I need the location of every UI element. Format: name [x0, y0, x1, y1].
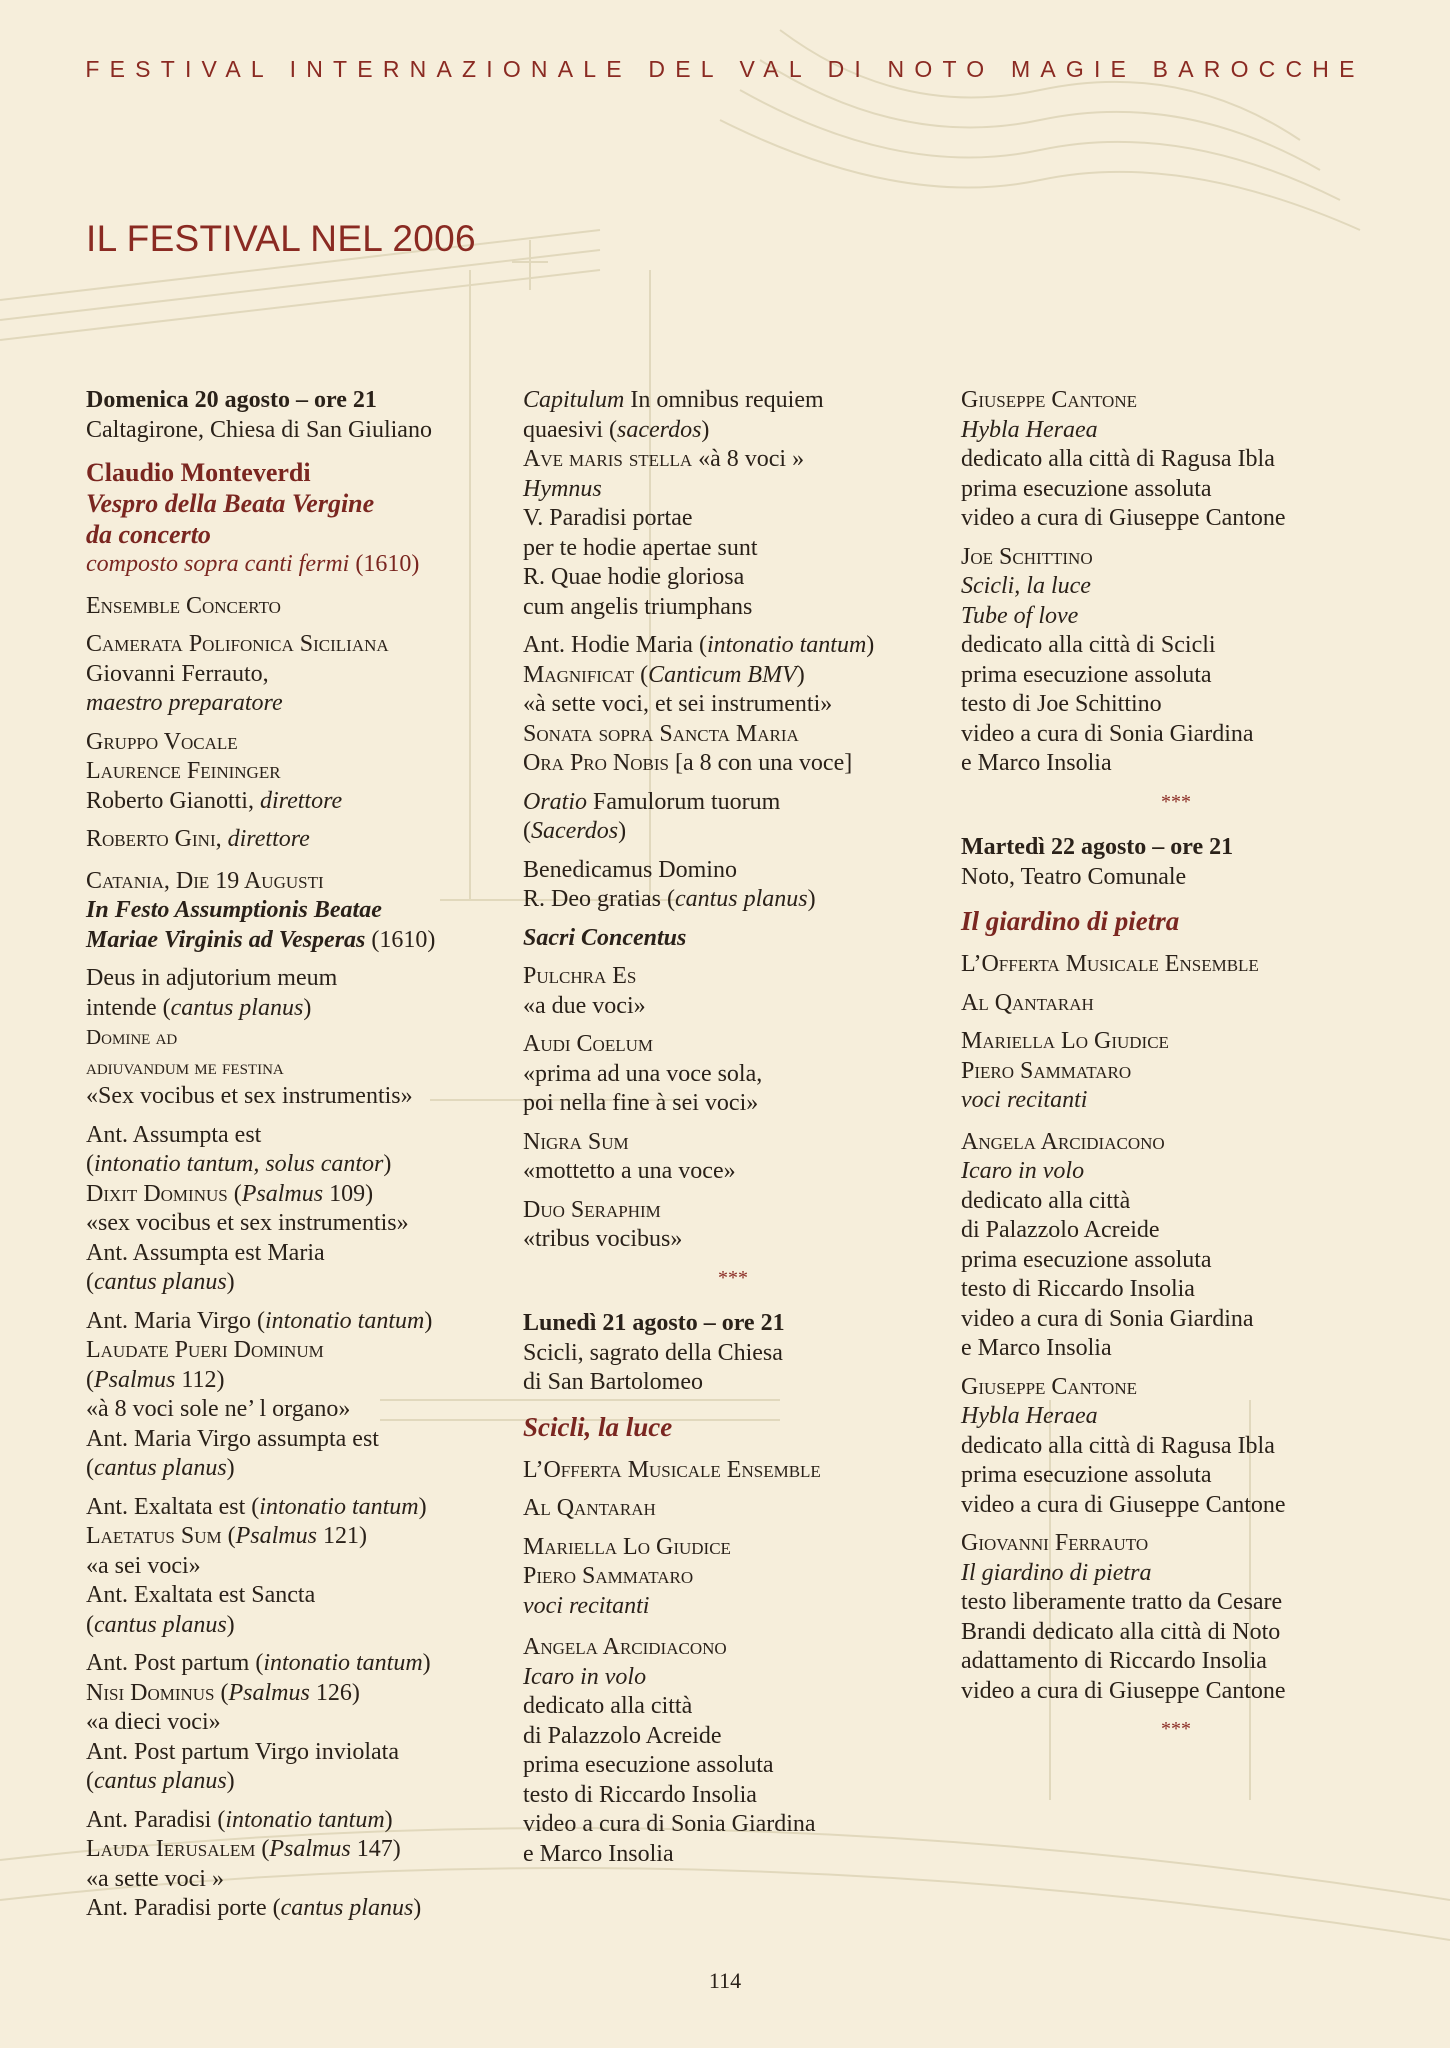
program-item: V. Paradisi portae: [523, 505, 693, 531]
section-title: Mariae Virginis ad Vesperas: [86, 926, 366, 953]
program-item: Ant. Maria Virgo (: [86, 1307, 265, 1334]
performance-note: intonatio tantum, solus cantor: [94, 1151, 384, 1177]
performance-note: cantus planus: [94, 1455, 227, 1481]
program-item: [a 8 con una voce]: [668, 750, 853, 776]
composer-name: Claudio Monteverdi: [86, 458, 311, 487]
work-note: e Marco Insolia: [961, 1335, 1112, 1361]
psalm-number: 126): [309, 1679, 360, 1706]
ensemble-name: Al Qantarah: [961, 989, 1094, 1016]
performer-role: voci recitanti: [523, 1592, 650, 1619]
program-item: In omnibus requiem: [624, 387, 824, 413]
program-item: Nigra Sum: [523, 1128, 629, 1155]
work-note: prima esecuzione assoluta: [961, 1462, 1212, 1488]
column-1: Domenica 20 agosto – ore 21 Caltagirone, Chiesa di San Giuliano Claudio Monteverdi Vespro della Beata Vergine da concerto composto sopra canti fermi (1610) Ensemble Concerto Camerata Polifonica Siciliana Giovanni Ferrauto, maestro preparatore Gruppo Vocale Laurence Feininger Roberto Gianotti, direttore Roberto Gini, direttore Catania, Die 19 Augusti In Festo Assumptionis Beatae Mariae Virginis ad Vesperas (1610) Deus in adjutorium meum intende (cantus planus) Domine ad adiuvandum me festina «Sex vocibus et sex instrumentis» Ant. Assumpta est (intonatio tantum, solus cantor) Dixit Dominus (Psalmus 109) «sex vocibus et sex instrumentis» Ant. Assumpta est Maria (cantus planus) Ant. Maria Virgo (intonatio tantum) Laudate Pueri Dominum (Psalmus 112) «à 8 voci sole ne’ l organo» Ant. Maria Virgo assumpta est (cantus planus) Ant. Exaltata est (intonatio tantum) Laetatus Sum (Psalmus 121) «a sei voci» Ant. Exaltata est Sancta (cantus planus) Ant. Post partum (intonatio tantum) Nisi Dominus (Psalmus 126) «a dieci voci» Ant. Post partum Virgo inviolata (cantus planus) Ant. Paradisi (intonatio tantum) Lauda Ierusalem (Psalmus 147) «a sette voci » Ant. Paradisi porte (cantus planus): [86, 386, 506, 1933]
psalm-number: 147): [350, 1836, 401, 1862]
day2-venue: Scicli, sagrato della Chiesa: [523, 1339, 783, 1366]
performer-name: Giovanni Ferrauto,: [86, 660, 269, 687]
program-item: Ant. Paradisi porte (: [86, 1895, 281, 1921]
composer-name: Angela Arcidiacono: [523, 1634, 727, 1660]
program-item: «Sex vocibus et sex instrumentis»: [86, 1083, 413, 1109]
performance-note: Oratio: [523, 788, 588, 815]
ensemble-name: Al Qantarah: [523, 1495, 656, 1521]
work-note: video a cura di Sonia Giardina: [961, 1305, 1254, 1332]
director-name: Roberto Gini: [86, 826, 216, 852]
day1-venue: Caltagirone, Chiesa di San Giuliano: [86, 416, 432, 443]
performance-note: Psalmus: [235, 1523, 317, 1549]
performance-note: cantus planus: [280, 1895, 414, 1921]
page-number: 114: [708, 1968, 742, 1993]
program-item: cum angelis triumphans: [523, 593, 753, 620]
work-note: dedicato alla città: [523, 1693, 693, 1719]
day3-date: Martedì 22 agosto – ore 21: [961, 834, 1234, 860]
program-item: Duo Seraphim: [523, 1196, 661, 1223]
section-year: (1610): [365, 926, 436, 953]
performance-note: cantus planus: [674, 886, 808, 912]
ensemble-name: Camerata Polifonica Siciliana: [86, 631, 389, 657]
program-item: Lauda Ierusalem: [86, 1836, 256, 1862]
work-note: dedicato alla città di Ragusa Ibla: [961, 1432, 1275, 1459]
psalm-number: 109): [323, 1180, 374, 1207]
program-item: R. Deo gratias (: [523, 886, 675, 912]
work-note: video a cura di Giuseppe Cantone: [961, 505, 1286, 531]
work-note: dedicato alla città: [961, 1187, 1131, 1214]
performance-note: Sacerdos: [531, 818, 619, 844]
work-note: prima esecuzione assoluta: [961, 1246, 1212, 1273]
program-item: «prima ad una voce sola,: [523, 1060, 763, 1087]
program-item: Audi Coelum: [523, 1031, 653, 1057]
performance-note: Psalmus: [269, 1836, 351, 1862]
work-title-line2: da concerto: [86, 520, 211, 549]
work-note: testo di Joe Schittino: [961, 691, 1162, 717]
program-item: Benedicamus Domino: [523, 856, 737, 883]
show-title: Scicli, la luce: [523, 1411, 673, 1442]
show-title: Il giardino di pietra: [961, 906, 1180, 936]
program-item: per te hodie apertae sunt: [523, 534, 758, 561]
program-item: Ant. Hodie Maria (: [523, 632, 707, 658]
work-title: Hybla Heraea: [961, 1403, 1098, 1429]
performer-role: maestro preparatore: [86, 690, 283, 716]
program-item: «à sette voci, et sei instrumenti»: [523, 691, 833, 717]
psalm-number: 112): [175, 1366, 225, 1393]
work-note: e Marco Insolia: [961, 750, 1112, 776]
program-item: Domine ad: [86, 1025, 178, 1049]
day2-venue: di San Bartolomeo: [523, 1369, 703, 1395]
program-item: Nisi Dominus: [86, 1679, 215, 1706]
section-heading: Catania, Die 19 Augusti: [86, 867, 324, 894]
work-note: dedicato alla città di Ragusa Ibla: [961, 446, 1275, 472]
performance-note: intonatio tantum: [264, 1307, 425, 1334]
performance-note: intonatio tantum: [259, 1493, 419, 1520]
performance-note: intonatio tantum: [706, 632, 867, 658]
program-item: Ant. Exaltata est Sancta: [86, 1582, 316, 1608]
program-title: [86, 457, 506, 580]
ensemble-name: Laurence Feininger: [86, 758, 281, 784]
ensemble-name: L’Offerta Musicale Ensemble: [961, 951, 1259, 977]
program-item: Dixit Dominus: [86, 1180, 228, 1207]
composer-name: Giuseppe Cantone: [961, 387, 1137, 413]
work-title: Icaro in volo: [523, 1663, 647, 1690]
program-item: «mottetto a una voce»: [523, 1158, 736, 1184]
performance-note: Psalmus: [241, 1180, 324, 1207]
work-note: Brandi dedicato alla città di Noto: [961, 1618, 1281, 1645]
program-item: Sonata sopra Sancta Maria: [523, 720, 799, 747]
program-item: «a sei voci»: [86, 1552, 201, 1579]
performance-note: Hymnus: [523, 475, 602, 502]
program-item: Ant. Assumpta est: [86, 1121, 262, 1148]
performance-note: Psalmus: [94, 1366, 176, 1393]
work-title: Icaro in volo: [961, 1158, 1085, 1184]
work-title: Il giardino di pietra: [961, 1559, 1152, 1586]
work-note: dedicato alla città di Scicli: [961, 632, 1216, 658]
performer-role: direttore: [259, 787, 343, 814]
page-title: IL FESTIVAL NEL 2006: [86, 218, 476, 259]
column-2: Capitulum In omnibus requiem quaesivi (sacerdos) Ave maris stella «à 8 voci » Hymnus V. Paradisi portae per te hodie apertae sunt R. Quae hodie gloriosa cum angelis triumphans Ant. Hodie Maria (intonatio tantum) Magnificat (Canticum BMV) «à sette voci, et sei instrumenti» Sonata sopra Sancta Maria Ora Pro Nobis [a 8 con una voce] Oratio Famulorum tuorum (Sacerdos) Benedicamus Domino R. Deo gratias (cantus planus) Sacri Concentus Pulchra Es «a due voci» Audi Coelum «prima ad una voce sola, poi nella fine à sei voci» Nigra Sum «mottetto a una voce» Duo Seraphim «tribus vocibus» *** Lunedì 21 agosto – ore 21 Scicli, sagrato della Chiesa di San Bartolomeo Scicli, la luce L’Offerta Musicale Ensemble Al Qantarah Mariella Lo Giudice Piero Sammataro voci recitanti Angela Arcidiacono Icaro in volo dedicato alla città di Palazzolo Acreide prima esecuzione assoluta testo di Riccardo Insolia video a cura di Sonia Giardina e Marco Insolia: [523, 386, 943, 1878]
program-item: Deus in adjutorium meum: [86, 965, 338, 991]
performer-role: voci recitanti: [961, 1087, 1088, 1113]
day1-header: [86, 386, 506, 445]
performer-name: Mariella Lo Giudice: [523, 1533, 731, 1560]
program-item: Famulorum tuorum: [587, 788, 781, 815]
work-note: video a cura di Sonia Giardina: [523, 1811, 816, 1837]
director-role: direttore: [227, 826, 310, 852]
performance-note: cantus planus: [94, 1768, 227, 1794]
performer-name: Mariella Lo Giudice: [961, 1028, 1169, 1054]
performance-note: Canticum BMV: [648, 661, 797, 688]
work-note: e Marco Insolia: [523, 1840, 674, 1867]
work-year: (1610): [349, 551, 420, 577]
day3-venue: Noto, Teatro Comunale: [961, 863, 1187, 890]
program-item: Ant. Assumpta est Maria: [86, 1239, 325, 1266]
work-note: video a cura di Sonia Giardina: [961, 720, 1254, 747]
work-title: Tube of love: [961, 602, 1079, 629]
program-item: Ant. Paradisi (: [86, 1806, 226, 1833]
performer-name: Piero Sammataro: [961, 1057, 1132, 1084]
section-separator: ***: [1161, 1718, 1191, 1740]
running-header: FESTIVAL INTERNAZIONALE DEL VAL DI NOTO MAGIE BAROCCHE: [85, 56, 1365, 82]
work-note: testo di Riccardo Insolia: [961, 1276, 1195, 1302]
performance-note: intonatio tantum: [225, 1806, 385, 1833]
performance-note: Psalmus: [228, 1679, 310, 1706]
work-note: testo liberamente tratto da Cesare: [961, 1589, 1283, 1615]
section-separator: ***: [1161, 790, 1191, 813]
performance-note: cantus planus: [94, 1611, 227, 1638]
program-item: Ora Pro Nobis: [523, 750, 669, 776]
program-item: «tribus vocibus»: [523, 1226, 683, 1252]
work-title: Hybla Heraea: [961, 416, 1098, 443]
composer-name: Giuseppe Cantone: [961, 1373, 1137, 1400]
work-title: Scicli, la luce: [961, 573, 1091, 599]
work-note: video a cura di Giuseppe Cantone: [961, 1677, 1286, 1704]
work-note: prima esecuzione assoluta: [961, 661, 1212, 688]
program-item: adiuvandum me festina: [86, 1054, 284, 1079]
work-title-line1: Vespro della Beata Vergine: [86, 489, 375, 518]
program-item: «à 8 voci sole ne’ l organo»: [86, 1396, 351, 1422]
work-note: testo di Riccardo Insolia: [523, 1781, 757, 1808]
performance-note: sacerdos: [616, 416, 702, 443]
day2-date: Lunedì 21 agosto – ore 21: [523, 1310, 785, 1336]
performance-note: intonatio tantum: [263, 1650, 423, 1676]
program-item: R. Quae hodie gloriosa: [523, 564, 745, 590]
program-item: «a sette voci »: [86, 1865, 224, 1892]
program-item: Ave maris stella: [523, 446, 693, 472]
composer-name: Giovanni Ferrauto: [961, 1530, 1149, 1556]
ensemble-name: Gruppo Vocale: [86, 728, 238, 755]
performer-name: Piero Sammataro: [523, 1563, 694, 1589]
program-item: Magnificat: [523, 661, 635, 688]
program-item: «sex vocibus et sex instrumentis»: [86, 1210, 409, 1236]
work-note: di Palazzolo Acreide: [523, 1722, 722, 1749]
program-item: Laetatus Sum: [86, 1523, 222, 1549]
program-item: «a due voci»: [523, 992, 646, 1019]
section-title: In Festo Assumptionis Beatae: [86, 897, 382, 923]
program-item: poi nella fine à sei voci»: [523, 1090, 759, 1116]
program-item: Laudate Pueri Dominum: [86, 1337, 324, 1363]
section-title: Sacri Concentus: [523, 924, 687, 951]
work-note: adattamento di Riccardo Insolia: [961, 1648, 1267, 1674]
psalm-number: 121): [316, 1523, 367, 1549]
program-item: Ant. Maria Virgo assumpta est: [86, 1425, 379, 1452]
column-3: [961, 386, 1391, 1761]
performance-note: cantus planus: [94, 1269, 227, 1295]
program-item: «a dieci voci»: [86, 1709, 221, 1735]
program-item: quaesivi (: [523, 416, 617, 443]
performance-note: cantus planus: [170, 994, 304, 1021]
performance-note: Capitulum: [523, 387, 625, 413]
program-item: Ant. Exaltata est (: [86, 1493, 260, 1520]
program-item: Ant. Post partum (: [86, 1650, 264, 1676]
program-item: Pulchra Es: [523, 963, 637, 989]
composer-name: Angela Arcidiacono: [961, 1128, 1165, 1155]
ensemble-name: L’Offerta Musicale Ensemble: [523, 1456, 821, 1483]
performer-name: Roberto Gianotti,: [86, 787, 260, 814]
composer-name: Joe Schittino: [961, 543, 1093, 570]
work-note: prima esecuzione assoluta: [523, 1752, 774, 1778]
work-note: video a cura di Giuseppe Cantone: [961, 1491, 1286, 1518]
work-note: prima esecuzione assoluta: [961, 475, 1212, 502]
day1-date: Domenica 20 agosto – ore 21: [86, 387, 377, 413]
program-item: «à 8 voci »: [692, 446, 805, 472]
program-item: intende (: [86, 994, 171, 1021]
section-separator: ***: [718, 1266, 748, 1289]
ensemble-name: Ensemble Concerto: [86, 592, 281, 619]
work-subtitle: composto sopra canti fermi: [86, 551, 350, 577]
program-item: Ant. Post partum Virgo inviolata: [86, 1738, 399, 1765]
work-note: di Palazzolo Acreide: [961, 1217, 1160, 1243]
